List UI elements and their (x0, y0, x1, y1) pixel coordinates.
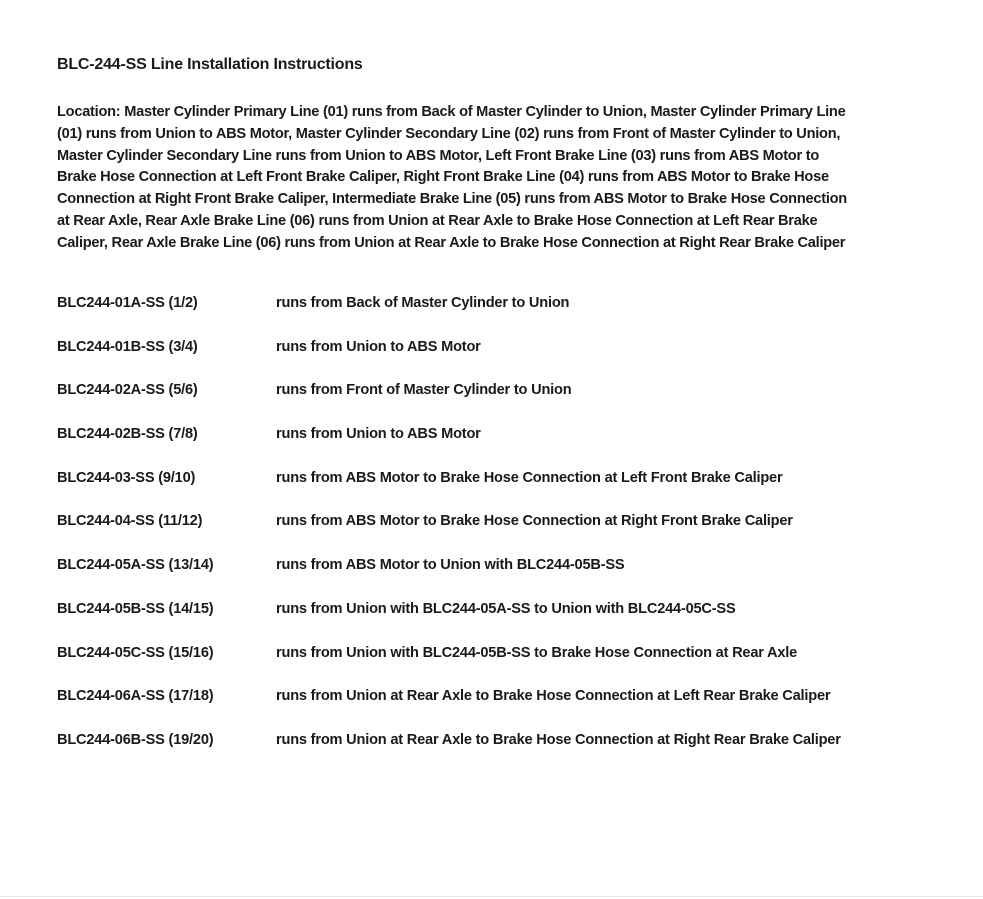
page-bottom-divider (0, 896, 983, 897)
route-description: runs from ABS Motor to Brake Hose Connection at Left Front Brake Caliper (276, 469, 783, 486)
location-line: Connection at Right Front Brake Caliper, Intermediate Brake Line (05) runs from ABS Motor to Brake Hose Connection (57, 191, 847, 208)
part-number: BLC244-01A-SS (1/2) (57, 295, 198, 311)
part-number: BLC244-06A-SS (17/18) (57, 688, 214, 705)
location-line: (01) runs from Union to ABS Motor, Master Cylinder Secondary Line (02) runs from Front of Master Cylinder to Union, (57, 125, 841, 142)
route-description: runs from Union to ABS Motor (276, 338, 481, 355)
route-description: runs from Back of Master Cylinder to Union (276, 295, 570, 311)
location-line: Master Cylinder Secondary Line runs from Union to ABS Motor, Left Front Brake Line (03) runs from ABS Motor to (57, 147, 819, 164)
route-description: runs from Union at Rear Axle to Brake Hose Connection at Right Rear Brake Caliper (276, 731, 841, 748)
part-number: BLC244-04-SS (11/12) (57, 513, 203, 530)
part-number: BLC244-05A-SS (13/14) (57, 557, 214, 574)
part-number: BLC244-01B-SS (3/4) (57, 338, 198, 355)
part-number: BLC244-05C-SS (15/16) (57, 644, 214, 661)
route-description: runs from ABS Motor to Union with BLC244-05B-SS (276, 557, 625, 574)
part-number: BLC244-03-SS (9/10) (57, 469, 196, 486)
part-number: BLC244-02A-SS (5/6) (57, 382, 198, 399)
route-description: runs from Union to ABS Motor (276, 426, 481, 443)
part-number: BLC244-02B-SS (7/8) (57, 426, 198, 443)
route-description: runs from Union with BLC244-05B-SS to Brake Hose Connection at Rear Axle (276, 644, 798, 661)
part-number: BLC244-06B-SS (19/20) (57, 731, 214, 748)
document-title: BLC-244-SS Line Installation Instructions (57, 56, 363, 73)
part-number: BLC244-05B-SS (14/15) (57, 600, 214, 617)
route-description: runs from ABS Motor to Brake Hose Connection at Right Front Brake Caliper (276, 513, 793, 530)
route-description: runs from Front of Master Cylinder to Union (276, 382, 572, 399)
location-line: Location: Master Cylinder Primary Line (01) runs from Back of Master Cylinder to Union, Master Cylinder Primary Line (57, 104, 846, 120)
route-description: runs from Union with BLC244-05A-SS to Union with BLC244-05C-SS (276, 600, 736, 617)
location-paragraph (57, 102, 847, 255)
route-description: runs from Union at Rear Axle to Brake Hose Connection at Left Rear Brake Caliper (276, 688, 831, 705)
location-line: Caliper, Rear Axle Brake Line (06) runs from Union at Rear Axle to Brake Hose Connection at Right Rear Brake Caliper (57, 234, 846, 251)
location-line: at Rear Axle, Rear Axle Brake Line (06) runs from Union at Rear Axle to Brake Hose Connection at Left Rear Brake (57, 212, 818, 229)
location-line: Brake Hose Connection at Left Front Brake Caliper, Right Front Brake Line (04) runs from ABS Motor to Brake Hose (57, 169, 829, 186)
